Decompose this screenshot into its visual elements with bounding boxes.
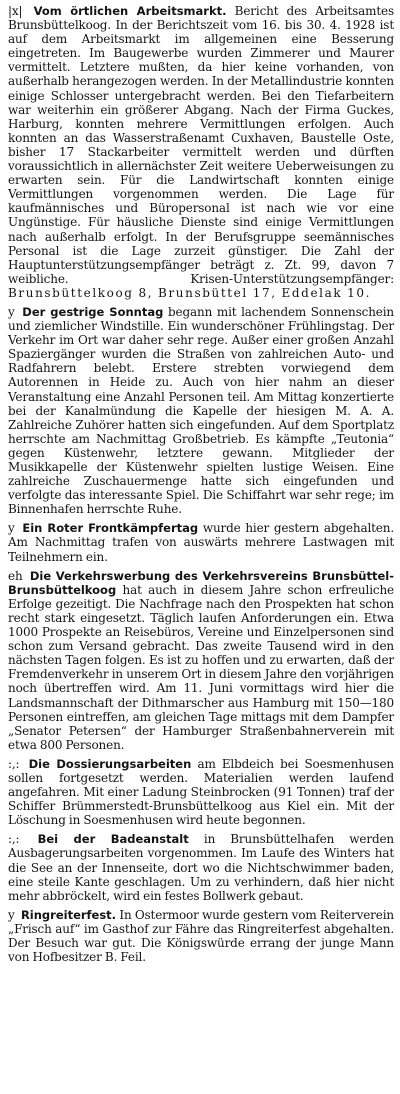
article-sonntag xyxy=(8,305,394,516)
article-body: Bericht des Arbeitsamtes Brunsbüttelkoog. In der Berichtszeit vom 16. bis 30. 4. 1928 ist auf dem Arbeitsmarkt im allgemeinen eine Besserung eingetreten. Im Baugewerbe wurden Zimmerer und Maurer vermittelt. Letztere mußten, da hier keine vorhanden, von außerhalb herangezogen werden. In der Metallindustrie konnten einige Schlosser untergebracht werden. Bei den Tiefarbeitern war weiterhin ein größerer Abgang. Nach der Firma Guckes, Harburg, konnten mehrere Vermittlungen erfolgen. Auch konnten an das Wasserstraßenamt Cuxhaven, Baustelle Oste, bisher 17 Stackarbeiter vermittelt werden und dürften voraussichtlich in allernächster Zeit weitere Ueberweisungen zu erwarten sein. Für die Landwirtschaft konnten einige Vermittlungen vorgenommen werden. Die Lage für kaufmännisches und Büropersonal ist nach wie vor eine Ungünstige. Für häusliche Dienste sind einige Vermittlungen nach außerhalb erfolgt. In der Berufsgruppe seemännisches Personal ist die Lage zurzeit günstiger. Die Zahl der Hauptunterstützungsempfänger beträgt z. Zt. 99, davon 7 weibliche. Krisen-Unterstützungsempfänger: xyxy=(8,4,395,286)
article-body: In Ostermoor wurde gestern vom Reiterverein „Frisch auf“ im Gasthof zur Fähre das Ringreiterfest abgehalten. Der Besuch war gut. Die Königswürde errang der junge Mann von Hofbesitzer B. Feil. xyxy=(8,907,394,965)
article-body: hat auch in diesem Jahre schon erfreuliche Erfolge gezeitigt. Die Nachfrage nach den Prospekten hat schon recht stark eingesetzt. Täglich laufen Anforderungen ein. Etwa 1000 Prospekte an Reisebüros, Vereine und Einzelpersonen sind schon zum Versand gebracht. Das zweite Tausend wird in den nächsten Tagen folgen. Es ist zu hoffen und zu erwarten, daß der Fremdenverkehr in unserem Ort in diesem Jahre den vorjährigen noch übertreffen wird. Am 11. Juni vormittags wird hier die Landsmannschaft der Dithmarscher aus Hamburg mit 150—180 Personen eintreffen, am gleichen Tage mittags mit dem Dampfer „Senator Petersen“ der Hamburger Straßenbahnerverein mit etwa 800 Personen. xyxy=(8,582,394,752)
article-badeanstalt xyxy=(8,832,394,902)
article-headline: Ringreiterfest. xyxy=(20,907,117,922)
article-frontkaempfertag xyxy=(8,521,394,563)
article-marker: y xyxy=(8,304,15,319)
article-headline: Vom örtlichen Arbeitsmarkt. xyxy=(33,4,227,18)
article-body: am Elbdeich bei Soesmenhusen sollen fortgesetzt werden. Materialien werden laufend angefahren. Mit einer Ladung Steinbrocken (91 Tonnen) traf der Schiffer Brümmerstedt-Brunsbüttelkoog aus Kiel ein. Mit der Löschung in Soesmenhusen wird heute begonnen. xyxy=(8,756,394,828)
article-headline: Die Dossierungsarbeiten xyxy=(28,756,192,771)
article-marker: eh xyxy=(8,568,23,583)
article-body-spaced: Brunsbüttelkoog 8, Brunsbüttel 17, Eddelak 10. xyxy=(8,285,372,300)
article-marker: :,: xyxy=(8,756,20,771)
article-arbeitsmarkt xyxy=(8,4,394,300)
article-body: wurde hier gestern abgehalten. Am Nachmittag trafen von auswärts mehrere Lastwagen mit Teilnehmern ein. xyxy=(8,521,394,564)
article-marker: y xyxy=(8,521,15,536)
article-headline: Der gestrige Sonntag xyxy=(22,304,164,319)
article-dossierungsarbeiten xyxy=(8,757,394,827)
article-headline: Die Verkehrswerbung des Verkehrsvereins Brunsbüttel-Brunsbüttelkoog xyxy=(8,568,394,597)
article-marker: y xyxy=(8,907,15,922)
article-body: in Brunsbüttelhafen werden Ausbagerungsarbeiten vorgenommen. Im Laufe des Winters hat die See an der Innenseite, dort wo die Nichtschwimmer baden, eine steile Kante geschlagen. Um zu verhindern, daß hier nicht mehr abbröckelt, wird ein festes Bollwerk gebaut. xyxy=(8,832,395,903)
article-ringreiterfest xyxy=(8,908,394,964)
article-headline: Ein Roter Frontkämpfertag xyxy=(22,521,199,536)
article-marker: :,: xyxy=(8,832,20,847)
article-verkehrswerbung xyxy=(8,569,394,752)
article-body: begann mit lachendem Sonnenschein und ziemlicher Windstille. Ein wunderschöner Frühlingstag. Der Verkehr im Ort war daher sehr rege. Außer einer großen Anzahl Spaziergänger wurden die Straßen von zahlreichen Auto- und Radfahrern belebt. Erstere strebten vorwiegend dem Autorennen in Heide zu. Auch von hier nahm an dieser Veranstaltung eine Anzahl Personen teil. Am Mittag konzertierte bei der Kanalmündung die Kapelle der hiesigen M. A. A. Zahlreiche Zuhörer hatten sich eingefunden. Auf dem Sportplatz herrschte am Nachmittag Großbetrieb. Es kämpfte „Teutonia“ gegen Küstenwehr, letztere gewann. Mitglieder der Musikkapelle der Küstenwehr spielten lustige Weisen. Eine zahlreiche Zuschauermenge hatte sich eingefunden und verfolgte das interessante Spiel. Die Schiffahrt war sehr rege; im Binnenhafen herrschte Ruhe. xyxy=(8,304,395,517)
article-headline: Bei der Badeanstalt xyxy=(37,832,189,847)
article-marker: |x| xyxy=(8,4,23,18)
